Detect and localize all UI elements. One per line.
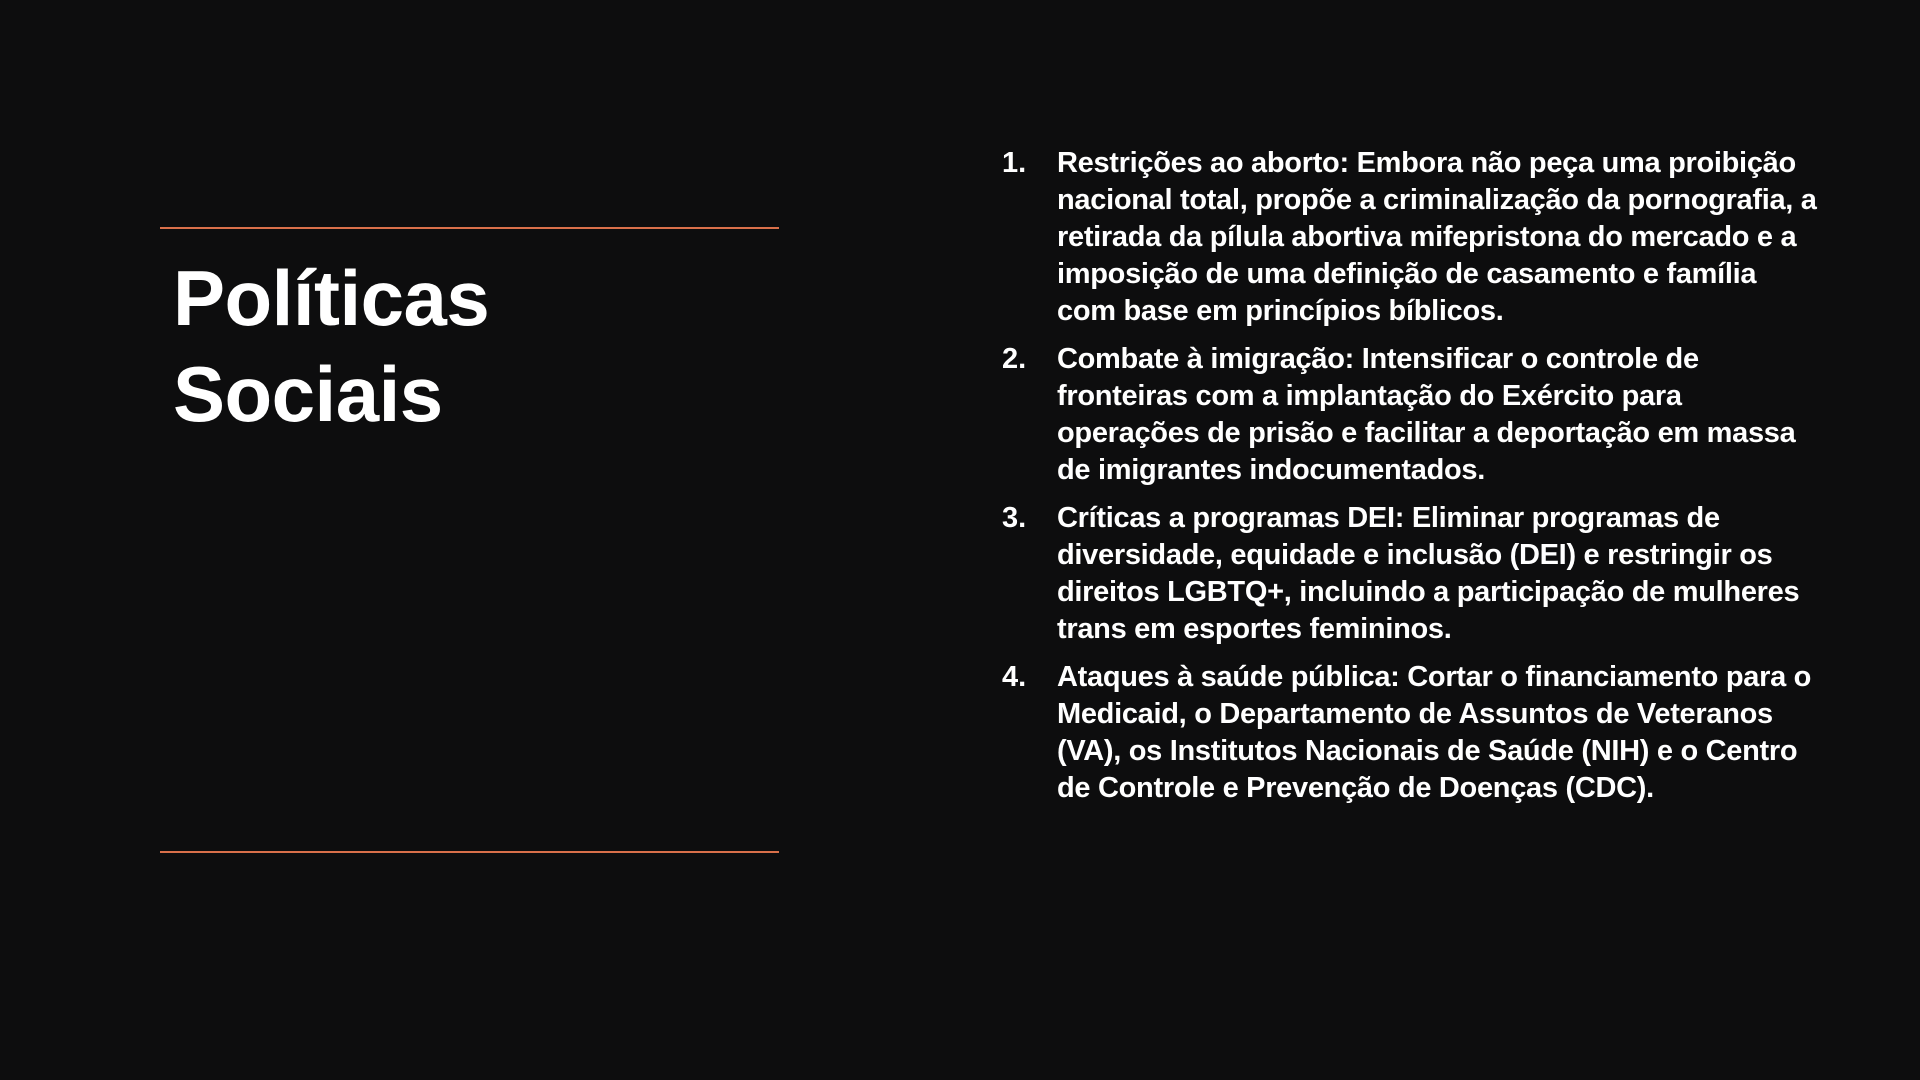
list-item-text: Ataques à saúde pública: Cortar o financiamento para o Medicaid, o Departamento de Assuntos de Veteranos (VA), os Institutos Nacionais de Saúde (NIH) e o Centro de Controle e Prevenção de Doenças (CDC). — [1057, 661, 1812, 804]
policy-list — [1002, 145, 1822, 818]
list-item-text: Restrições ao aborto: Embora não peça uma proibição nacional total, propõe a criminalização da pornografia, a retirada da pílula abortiva mifepristona do mercado e a imposição de uma definição de casamento e família com base em princípios bíblicos. — [1057, 147, 1817, 327]
slide-title — [173, 250, 773, 442]
list-item — [1002, 341, 1822, 489]
list-item-number: 1. — [1002, 147, 1027, 179]
list-item — [1002, 145, 1822, 330]
list-item-number: 4. — [1002, 661, 1027, 693]
list-item — [1002, 500, 1822, 648]
accent-rule-top — [160, 227, 779, 229]
list-item-text: Críticas a programas DEI: Eliminar programas de diversidade, equidade e inclusão (DEI) e restringir os direitos LGBTQ+, incluindo a participação de mulheres trans em esportes femininos. — [1057, 502, 1800, 645]
list-item-number: 3. — [1002, 502, 1027, 534]
list-item-number: 2. — [1002, 343, 1027, 375]
slide-title-line-1: Políticas — [173, 254, 490, 342]
slide-title-line-2: Sociais — [173, 350, 443, 438]
list-item — [1002, 659, 1822, 807]
accent-rule-bottom — [160, 851, 779, 853]
list-item-text: Combate à imigração: Intensificar o controle de fronteiras com a implantação do Exército para operações de prisão e facilitar a deportação em massa de imigrantes indocumentados. — [1057, 343, 1796, 486]
